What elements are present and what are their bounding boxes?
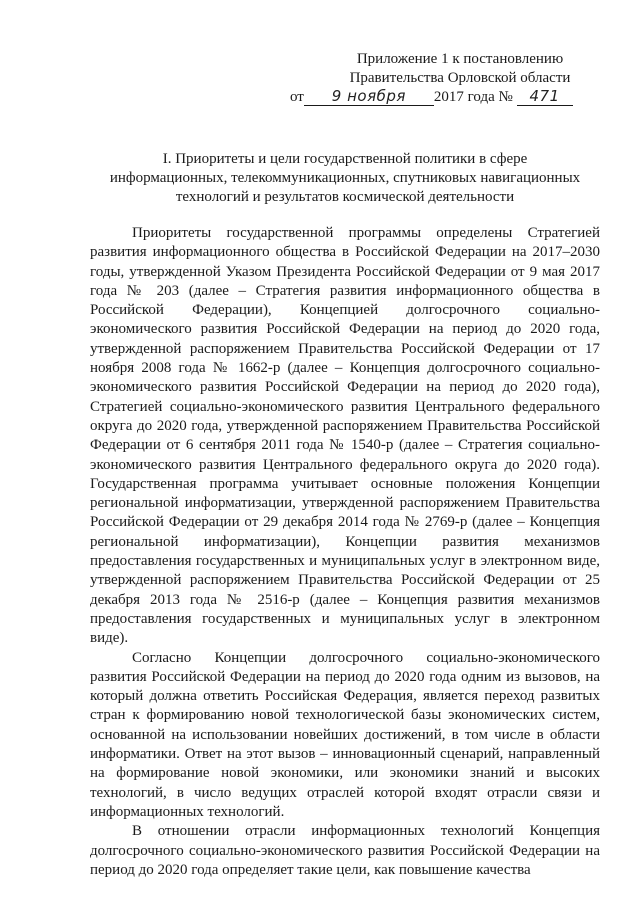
date-prefix: от	[290, 89, 304, 105]
section-title-line-2: информационных, телекоммуникационных, спутниковых навигационных	[109, 170, 581, 186]
paragraph-1: Приоритеты государственной программы определены Стратегией развития информационного общества в Российской Федерации на 2017–2030 годы, утвержденной Указом Президента Российской Федерации от 9 мая 2017 года № 203 (далее – Стратегия развития информационного общества в Российской Федерации), Концепцией долгосрочного социально-экономического развития Российской Федерации на период до 2020 года, утвержденной распоряжением Правительства Российской Федерации от 17 ноября 2008 года № 1662-р (далее – Концепция долгосрочного социально-экономического развития Российской Федерации на период до 2020 года), Стратегией социально-экономического развития Центрального федерального округа до 2020 года, утвержденной распоряжением Правительства Российской Федерации от 6 сентября 2011 года № 1540-р (далее – Стратегия социально-экономического развития Центрального федерального округа до 2020 года). Государственная программа учитывает основные положения Концепции региональной информатизации, утвержденной распоряжением Правительства Российской Федерации от 29 декабря 2014 года № 2769-р (далее – Концепция региональной информатизации), Концепции развития механизмов предоставления государственных и муниципальных услуг в электронном виде, утвержденной распоряжением Правительства Российской Федерации от 25 декабря 2013 года № 2516-р (далее – Концепция развития механизмов предоставления государственных и муниципальных услуг в электронном виде).	[90, 225, 600, 647]
date-fill-line	[304, 88, 434, 106]
appendix-line-2: Правительства Орловской области	[349, 70, 571, 86]
handwritten-number: 471	[529, 87, 560, 105]
paragraph-2: Согласно Концепции долгосрочного социально-экономического развития Российской Федерации на период до 2020 года одним из вызовов, на который должна ответить Российская Федерация, является переход развитых стран к формированию новой технологической базы экономических систем, основанной на использовании новейших достижений, в том числе в области информатики. Ответ на этот вызов – инновационный сценарий, направленный на формирование новой экономики, или экономики знаний и высоких технологий, в число ведущих отраслей которой входят отрасли связи и информационных технологий.	[90, 649, 600, 820]
appendix-header	[290, 50, 600, 107]
body-text	[90, 224, 600, 880]
section-title-line-1: I. Приоритеты и цели государственной политики в сфере	[162, 151, 528, 167]
handwritten-date: 9 ноября	[331, 87, 406, 105]
number-fill-line	[517, 88, 573, 106]
year-text: 2017 года №	[433, 89, 513, 105]
appendix-line-1: Приложение 1 к постановлению	[356, 51, 564, 67]
paragraph-3: В отношении отрасли информационных технологий Концепция долгосрочного социально-экономического развития Российской Федерации на период до 2020 года определяет такие цели, как повышение качества	[90, 823, 600, 878]
resolution-date-line	[290, 88, 600, 107]
section-title-line-3: технологий и результатов космической деятельности	[175, 189, 515, 205]
section-title	[90, 150, 600, 207]
